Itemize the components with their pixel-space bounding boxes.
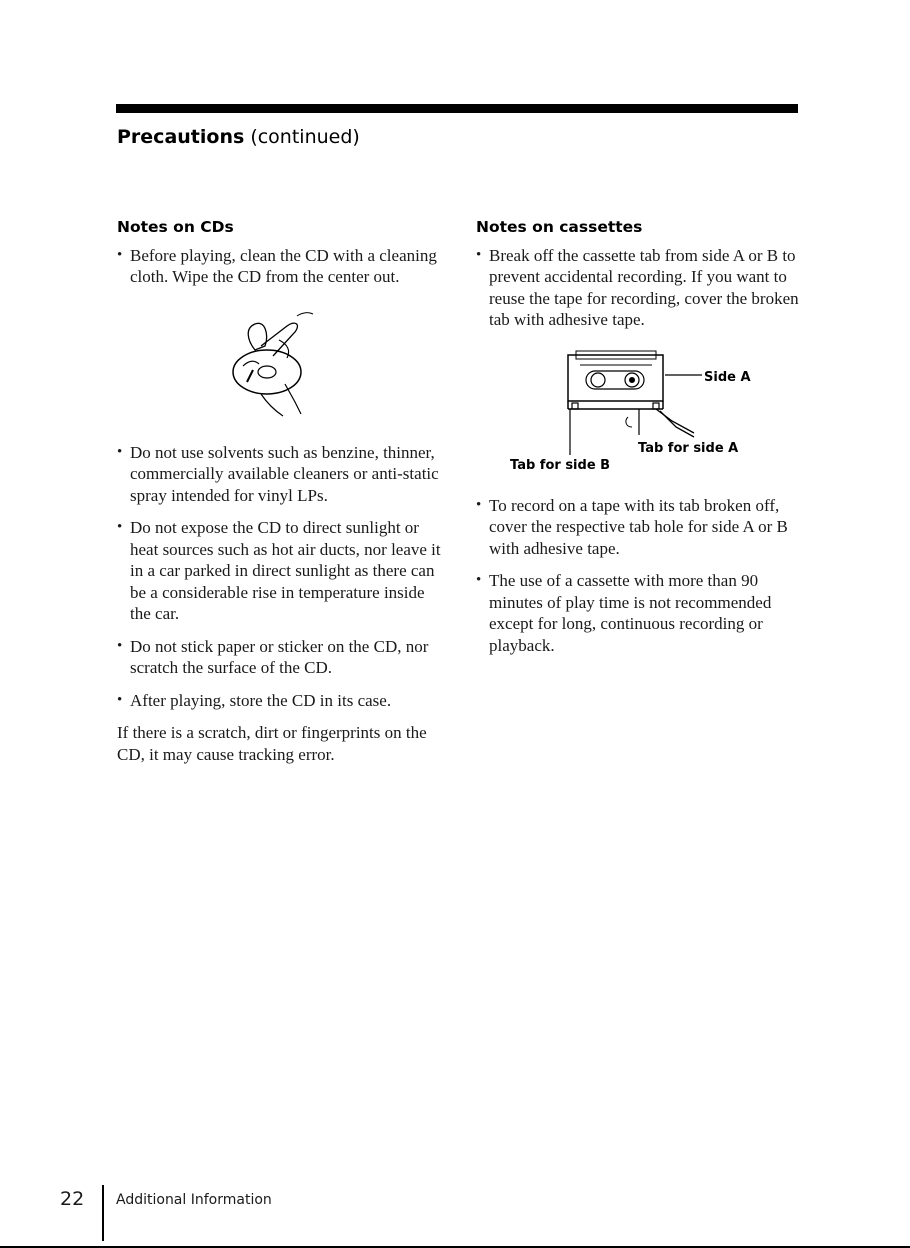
- cassette-note-length: • The use of a cassette with more than 90 minutes of play time is not recommended except for long, continuous recording or playback.: [476, 570, 816, 656]
- cd-notes-list-1: [117, 245, 447, 288]
- notes-on-cds-heading: Notes on CDs: [117, 218, 234, 236]
- footer-section-title: Additional Information: [116, 1192, 272, 1208]
- cassette-notes-list-2: [476, 495, 816, 657]
- page-title-bold: Precautions: [117, 126, 245, 148]
- cd-note-solvents: • Do not use solvents such as benzine, thinner, commercially available cleaners or anti-static spray intended for vinyl LPs.: [117, 442, 447, 507]
- cd-note-store: • After playing, store the CD in its case.: [117, 690, 447, 712]
- tab-side-b-label: Tab for side B: [510, 457, 611, 473]
- page-title-rest: (continued): [250, 126, 360, 148]
- cd-notes-list-2: [117, 442, 447, 712]
- notes-on-cassettes-heading: Notes on cassettes: [476, 218, 643, 236]
- cassette-notes-list-1: [476, 245, 816, 331]
- cassette-tab-figure: [476, 347, 816, 477]
- footer-divider: [102, 1185, 104, 1241]
- cassette-note-record: • To record on a tape with its tab broken off, cover the respective tab hole for side A or B with adhesive tape.: [476, 495, 816, 560]
- cd-note-clean: • Before playing, clean the CD with a cleaning cloth. Wipe the CD from the center out.: [117, 245, 447, 288]
- cassette-note-tab: • Break off the cassette tab from side A or B to prevent accidental recording. If you want to reuse the tape for recording, cover the broken tab with adhesive tape.: [476, 245, 816, 331]
- side-a-label: Side A: [704, 369, 751, 385]
- header-rule: [116, 104, 798, 113]
- page-number: 22: [60, 1188, 85, 1210]
- notes-on-cds-section: [117, 217, 447, 765]
- cd-cleaning-illustration: [225, 310, 315, 420]
- cd-note-sticker: • Do not stick paper or sticker on the CD, nor scratch the surface of the CD.: [117, 636, 447, 679]
- notes-on-cassettes-section: [476, 217, 816, 667]
- tab-side-a-label: Tab for side A: [638, 440, 739, 456]
- cd-note-heat: • Do not expose the CD to direct sunlight or heat sources such as hot air ducts, nor leave it in a car parked in direct sunlight as there can be a considerable rise in temperature inside the car.: [117, 517, 447, 625]
- cd-tracking-note: If there is a scratch, dirt or fingerprints on the CD, it may cause tracking error.: [117, 723, 427, 764]
- page-title: [117, 126, 360, 148]
